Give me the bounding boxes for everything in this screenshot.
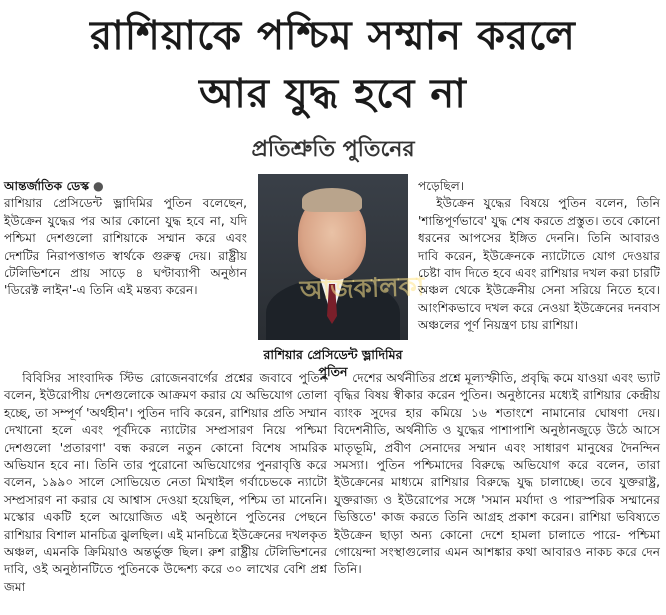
dateline: আন্তর্জাতিক ডেস্ক	[4, 179, 90, 193]
paragraph	[4, 178, 247, 195]
column-3-top	[418, 178, 660, 335]
paragraph-1: রাশিয়ার প্রেসিডেন্ট ভ্লাদিমির পুতিন বলেছেন, ইউক্রেন যুদ্ধের পর আর কোনো যুদ্ধ হবে না, যদি পশ্চিমা দেশগুলো রাশিয়াকে সম্মান করে এবং দেশটির নিরাপত্তাগত স্বার্থকে গুরুত্ব দেয়। রাষ্ট্রীয় টেলিভিশনে প্রায় সাড়ে ৪ ঘণ্টাব্যাপী অনুষ্ঠান 'ডিরেক্ট লাইন'-এ তিনি এই মন্তব্য করেন।	[4, 196, 247, 298]
column-3-bottom	[334, 370, 660, 579]
subheadline: প্রতিশ্রুতি পুতিনের	[251, 137, 415, 162]
bullet-icon: ●	[93, 179, 104, 193]
putin-photo	[258, 174, 408, 340]
watermark: আজকালকা	[299, 271, 425, 307]
photo-hair	[302, 188, 362, 212]
column-1-bottom	[4, 370, 327, 596]
headline-line-1: রাশিয়াকে পশ্চিম সম্মান করলে	[90, 12, 576, 59]
column-1-top	[4, 178, 247, 300]
photo-caption: রাশিয়ার প্রেসিডেন্ট ভ্লাদিমির পুতিন	[263, 347, 403, 379]
paragraph-5: দেশের অর্থনীতির প্রশ্নে মূল্যস্ফীতি, প্রবৃদ্ধি কমে যাওয়া এবং ভ্যাট বৃদ্ধির বিষয় স্বীকার করেন পুতিন। অনুষ্ঠানের মধ্যেই রাশিয়ার কেন্দ্রীয় ব্যাংক সুদের হার কমিয়ে ১৬ শতাংশে নামানোর ঘোষণা দেয়। বিদেশনীতি, অর্থনীতি ও যুদ্ধের পাশাপাশি অনুষ্ঠানজুড়ে উঠে আসে মাতৃভূমি, প্রবীণ সেনাদের সম্মান এবং সাধারণ মানুষের দৈনন্দিন সমস্যা। পুতিন পশ্চিমাদের বিরুদ্ধে অভিযোগ করে বলেন, তারা ইউক্রেনের মাধ্যমে রাশিয়ার বিরুদ্ধে যুদ্ধ চালাচ্ছে। তবে যুক্তরাষ্ট্র, যুক্তরাজ্য ও ইউরোপের সঙ্গে 'সমান মর্যাদা ও পারস্পরিক সম্মানের ভিত্তিতে' কাজ করতে তিনি আগ্রহ প্রকাশ করেন। রাশিয়া ভবিষ্যতে ইউক্রেন ছাড়া অন্য কোনো দেশে হামলা চালাতে পারে- পশ্চিমা গোয়েন্দা সংস্থাগুলোর এমন আশঙ্কার কথা আবারও নাকচ করে দেন তিনি।	[334, 371, 660, 577]
paragraph-2: বিবিসির সাংবাদিক স্টিভ রোজেনবার্গের প্রশ্নের জবাবে পুতিন বলেন, ইউরোপীয় দেশগুলোকে আক্রমণ করার যে অভিযোগ তোলা হচ্ছে, তা সম্পূর্ণ 'অর্থহীন'। পুতিন দাবি করেন, রাশিয়ার প্রতি সম্মান দেখানো হলে এবং পূর্বদিকে ন্যাটোর সম্প্রসারণ নিয়ে পশ্চিমা দেশগুলো 'প্রতারণা' বন্ধ করলে নতুন কোনো বিশেষ সামরিক অভিযান হবে না। তিনি তার পুরোনো অভিযোগের পুনরাবৃত্তি করে বলেন, ১৯৯০ সালে সোভিয়েত নেতা মিখাইল গর্বাচেভকে ন্যাটো সম্প্রসারণ না করার যে আশ্বাস দেওয়া হয়েছিল, পশ্চিম তা মানেনি। মস্কোর একটি হলে আয়োজিত এই অনুষ্ঠানে পুতিনের পেছনে রাশিয়ার বিশাল মানচিত্র ঝুলছিল। এই মানচিত্রে ইউক্রেনের দখলকৃত অঞ্চল, এমনকি ক্রিমিয়াও অন্তর্ভুক্ত ছিল। রুশ রাষ্ট্রীয় টেলিভিশনের দাবি, ওই অনুষ্ঠানটিতে পুতিনকে উদ্দেশ্য করে ৩০ লাখের বেশি প্রশ্ন জমা	[4, 371, 327, 594]
paragraph-3: পড়েছিল।	[418, 179, 465, 193]
paragraph-4: ইউক্রেন যুদ্ধের বিষয়ে পুতিন বলেন, তিনি 'শান্তিপূর্ণভাবে' যুদ্ধ শেষ করতে প্রস্তুত। তবে কোনো ধরনের আপসের ইঙ্গিত দেননি। তিনি আবারও দাবি করেন, ইউক্রেনকে ন্যাটোতে যোগ দেওয়ার চেষ্টা বাদ দিতে হবে এবং রাশিয়ার দখল করা চারটি অঞ্চল থেকে ইউক্রেনীয় সেনা সরিয়ে নিতে হবে। আংশিকভাবে দখল করে নেওয়া ইউক্রেনের দনবাস অঞ্চলের পূর্ণ নিয়ন্ত্রণ চায় রাশিয়া।	[418, 196, 660, 333]
headline-line-2: আর যুদ্ধ হবে না	[199, 70, 467, 117]
